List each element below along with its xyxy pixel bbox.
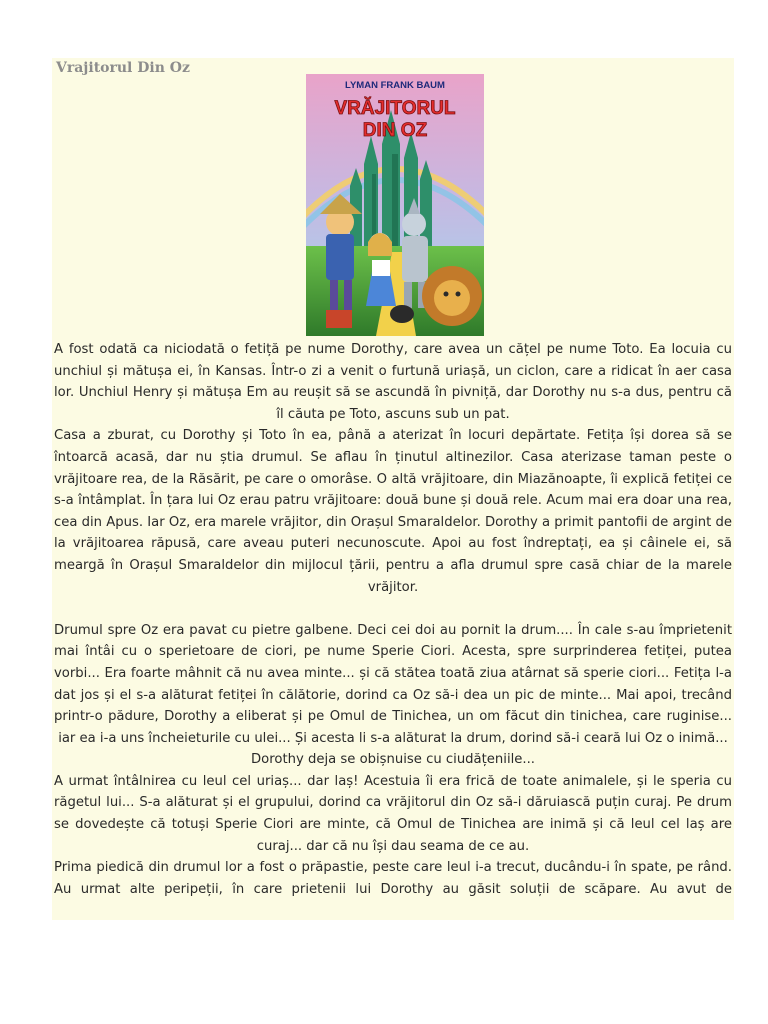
cover-title-line2: DIN OZ: [362, 120, 428, 141]
document-content: [52, 58, 734, 920]
story-text: [52, 339, 734, 900]
paragraph-cyclone: Casa a zburat, cu Dorothy și Toto în ea, până a aterizat în locuri depărtate. Fetița își dorea să se întoarcă acasă, dar nu știa drumul. Se aflau în ținutul altinezilor. Casa aterizase taman peste o vrăjitoare rea, de la Răsărit, pe care o omorâse. O altă vrăjitoare, din Miazănoapte, îi explică fetiței ce s-a întâmplat. În țara lui Oz erau patru vrăjitoare: două bune și două rele. Acum mai era doar una rea, cea din Apus. Iar Oz, era marele vrăjitor, din Orașul Smaraldelor. Dorothy a primit pantofii de argint de la vrăjitoarea răpusă, care aveau puteri necunoscute. Apoi au fost îndreptați, ea și câinele ei, să meargă în Orașul Smaraldelor din mijlocul țării, pentru a afla drumul spre casă chiar de la marele vrăjitor.: [54, 428, 732, 595]
book-cover-image: [306, 74, 484, 336]
paragraph-road: Drumul spre Oz era pavat cu pietre galbene. Deci cei doi au pornit la drum.... În cale s-au împrietenit mai întâi cu o sperietoare de ciori, pe nume Sperie Ciori. Acesta, spre surprinderea fetiței, putea vorbi... Era foarte mâhnit că nu avea minte... și că stătea toată ziua atârnat să sperie ciori... Fetița l-a dat jos și el s-a alăturat fetiței în călătorie, dorind ca Oz să-i dea un pic de minte... Mai apoi, trecând printr-o pădure, Dorothy a eliberat și pe Omul de Tinichea, un om făcut din tinichea, care ruginise... iar ea i-a uns încheieturile cu ulei... Și acesta li s-a alăturat la drum, dorind să-i ceară lui Oz o inimă...: [54, 622, 732, 746]
cover-author: LYMAN FRANK BAUM: [345, 80, 445, 91]
paragraph-chasm: Prima piedică din drumul lor a fost o prăpastie, peste care leul i-a trecut, ducându-i în spate, pe rând. Au urmat alte peripeții, în care prietenii lui Dorothy au găsit soluții de scăpare. Au avut de: [54, 860, 732, 897]
paragraph-spacer: [52, 598, 734, 620]
paragraph-intro: A fost odată ca niciodată o fetiță pe nume Dorothy, care avea un cățel pe nume Toto. Ea locuia cu unchiul și mătușa ei, în Kansas. Într-o zi a venit o furtună uriașă, un ciclon, care a ridicat în aer casa lor. Unchiul Henry și mătușa Em au reușit să se ascundă în pivniță, dar Dorothy nu s-a dus, pentru că îl căuta pe Toto, ascuns sub un pat.: [54, 342, 732, 422]
paragraph-oddities: Dorothy deja se obișnuise cu ciudățeniile...: [251, 752, 535, 768]
document-title: Vrajitorul Din Oz: [56, 60, 190, 76]
cover-title-line1: VRĂJITORUL: [334, 98, 456, 119]
paragraph-lion: A urmat întâlnirea cu leul cel uriaș... dar laș! Acestuia îi era frică de toate animalele, și le speria cu răgetul lui... S-a alăturat și el grupului, dorind ca vrăjitorul din Oz să-i dăruiască puțin curaj. Pe drum se dovedește că totuși Sperie Ciori are minte, că Omul de Tinichea are inimă și că leul cel laș are curaj... dar că nu își dau seama de ce au.: [54, 773, 732, 854]
